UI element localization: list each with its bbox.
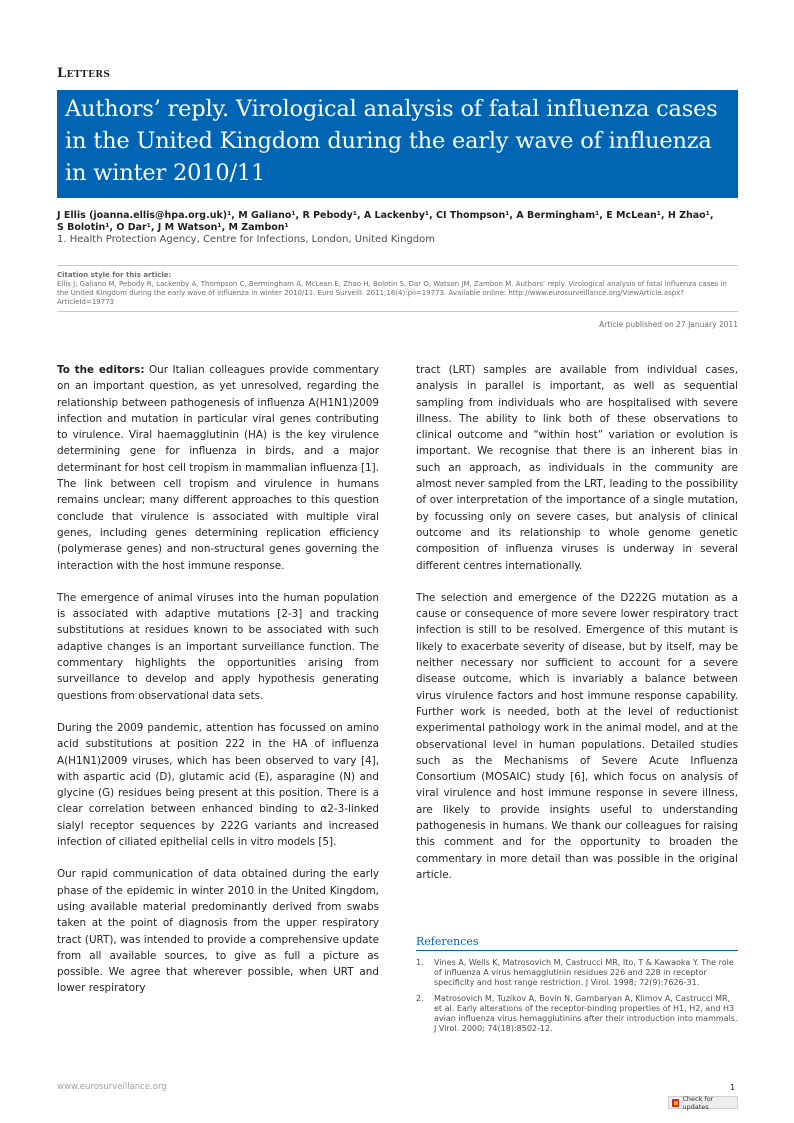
divider	[57, 265, 738, 266]
footer-url[interactable]: www.eurosurveillance.org	[57, 1082, 167, 1092]
affiliation: 1. Health Protection Agency, Centre for Infections, London, United Kingdom	[57, 234, 435, 245]
crossmark-icon	[672, 1099, 679, 1107]
paragraph: tract (LRT) samples are available from individual cases, analysis in parallel is important, as well as sequential sampling from individuals who are hospitalised with severe illness. The ability to link both of these observations to clinical outcome and “within host” variation or evolution is important. We recognise that there is an inherent bias in such an approach, as individuals in the community are almost never sampled from the LRT, leading to the possibility of over interpretation of the importance of a single mutation, by focussing only on severe cases, but analysis of clinical outcome and its relationship to whole genome genetic composition of influenza viruses is underway in several different centres internationally.	[416, 364, 738, 572]
lead-in: To the editors:	[57, 364, 145, 376]
paragraph-text: Our Italian colleagues provide commentary on an important question, as yet unresolved, regarding the relationship between pathogenesis of influenza A(H1N1)2009 infection and mutation in particular viral genes contributing to virulence. Viral haemagglutinin (HA) is the key virulence determining gene for influenza in birds, and a major determinant for host cell tropism in mammalian influenza [1]. The link between cell tropism and virulence in humans remains unclear; many different approaches to this question conclude that virulence is associated with multiple viral genes, including genes determining replication efficiency (polymerase genes) and non-structural genes governing the interaction with the host immune response.	[57, 364, 380, 572]
title-banner	[57, 90, 738, 198]
paragraph: Our rapid communication of data obtained during the early phase of the epidemic in winter 2010 in the United Kingdom, using available material predominantly derived from swabs taken at the point of diagnosis from the upper respiratory tract (URT), was intended to provide a comprehensive update from all available sources, to give as full a picture as possible. We agree that wherever possible, when URT and lower respiratory	[57, 868, 379, 995]
paragraph: The selection and emergence of the D222G mutation as a cause or consequence of more severe lower respiratory tract infection is still to be resolved. Emergence of this mutant is likely to exacerbate severity of disease, but by itself, may be neither necessary nor sufficient to account for a severe disease outcome, which is invariably a balance between virus virulence factors and host immune response capability. Further work is needed, both at the level of reductionist experimental pathology work in the animal model, and at the observational level in human populations. Detailed studies such as the Mechanisms of Severe Acute Influenza Consortium (MOSAIC) study [6], which focus on analysis of viral virulence and host immune response in severe illness, are likely to provide insights useful to understanding pathogenesis in humans. We thank our colleagues for raising this comment and for the opportunity to broaden the commentary in more detail than was possible in the original article.	[416, 591, 738, 881]
reference-item	[416, 958, 738, 988]
reference-list	[416, 958, 738, 1040]
reference-text: Vines A, Wells K, Matrosovich M, Castrucci MR, Ito, T & Kawaoka Y. The role of influenza A virus hemagglutinin residues 226 and 228 in receptor specificity and host range restriction. J Virol. 1998; 72(9):7626-31.	[434, 958, 734, 987]
check-for-updates-button[interactable]	[668, 1096, 738, 1109]
paragraph: During the 2009 pandemic, attention has focussed on amino acid substitutions at position 222 in the HA of influenza A(H1N1)2009 viruses, which has been observed to vary [4], with aspartic acid (D), glutamic acid (E), asparagine (N) and glycine (G) residues being present at this position. There is a clear correlation between enhanced binding to α2-3-linked sialyl receptor sequences by 222G variants and increased infection of ciliated epithelial cells in vitro models [5].	[57, 721, 379, 849]
reference-item	[416, 994, 738, 1034]
body-column-right	[416, 362, 738, 899]
body-column-left	[57, 362, 379, 1013]
references-heading: References	[416, 935, 738, 951]
author-line: S Bolotin¹, O Dar¹, J M Watson¹, M Zambon¹	[57, 222, 289, 233]
paragraph	[57, 362, 379, 574]
section-label: Letters	[57, 66, 111, 81]
paragraph: The emergence of animal viruses into the human population is associated with adaptive mutations [2-3] and tracking substitutions at residues known to be associated with such adaptive changes is an important surveillance function. The commentary highlights the opportunities arising from surveillance to develop and apply hypothesis generating questions from observational data sets.	[57, 591, 379, 702]
divider	[57, 311, 738, 312]
article-title: Authors’ reply. Virological analysis of fatal influenza cases in the United Kingdom during the early wave of influenza in winter 2010/11	[65, 96, 718, 186]
reference-text: Matrosovich M, Tuzikov A, Bovin N, Gambaryan A, Klimov A, Castrucci MR, et al. Early alterations of the receptor-binding properties of H1, H2, and H3 avian influenza virus hemagglutinins after their introduction into mammals. J Virol. 2000; 74(18):8502-12.	[434, 994, 738, 1033]
citation-text: Ellis J, Galiano M, Pebody R, Lackenby A, Thompson C, Bermingham A, McLean E, Zhao H, Bolotin S, Dar O, Watson JM, Zambon M. Authors’ reply. Virological analysis of fatal influenza cases in the United Kingdom during the early wave of influenza in winter 2010/11. Euro Surveill. 2011;16(4):pii=19773. Available online: http://www.eurosurveillance.org/ViewArticle.aspx?ArticleId=19773	[57, 280, 727, 306]
citation-heading: Citation style for this article:	[57, 271, 172, 279]
reference-number: 1.	[416, 958, 424, 967]
check-for-updates-label: Check for updates	[682, 1094, 714, 1111]
published-date: Article published on 27 January 2011	[599, 320, 738, 329]
reference-number: 2.	[416, 994, 424, 1003]
author-line: J Ellis (joanna.ellis@hpa.org.uk)¹, M Galiano¹, R Pebody¹, A Lackenby¹, CI Thompson¹, A Bermingham¹, E McLean¹, H Zhao¹,	[57, 210, 714, 221]
page-number: 1	[730, 1083, 736, 1092]
author-list	[57, 210, 738, 234]
